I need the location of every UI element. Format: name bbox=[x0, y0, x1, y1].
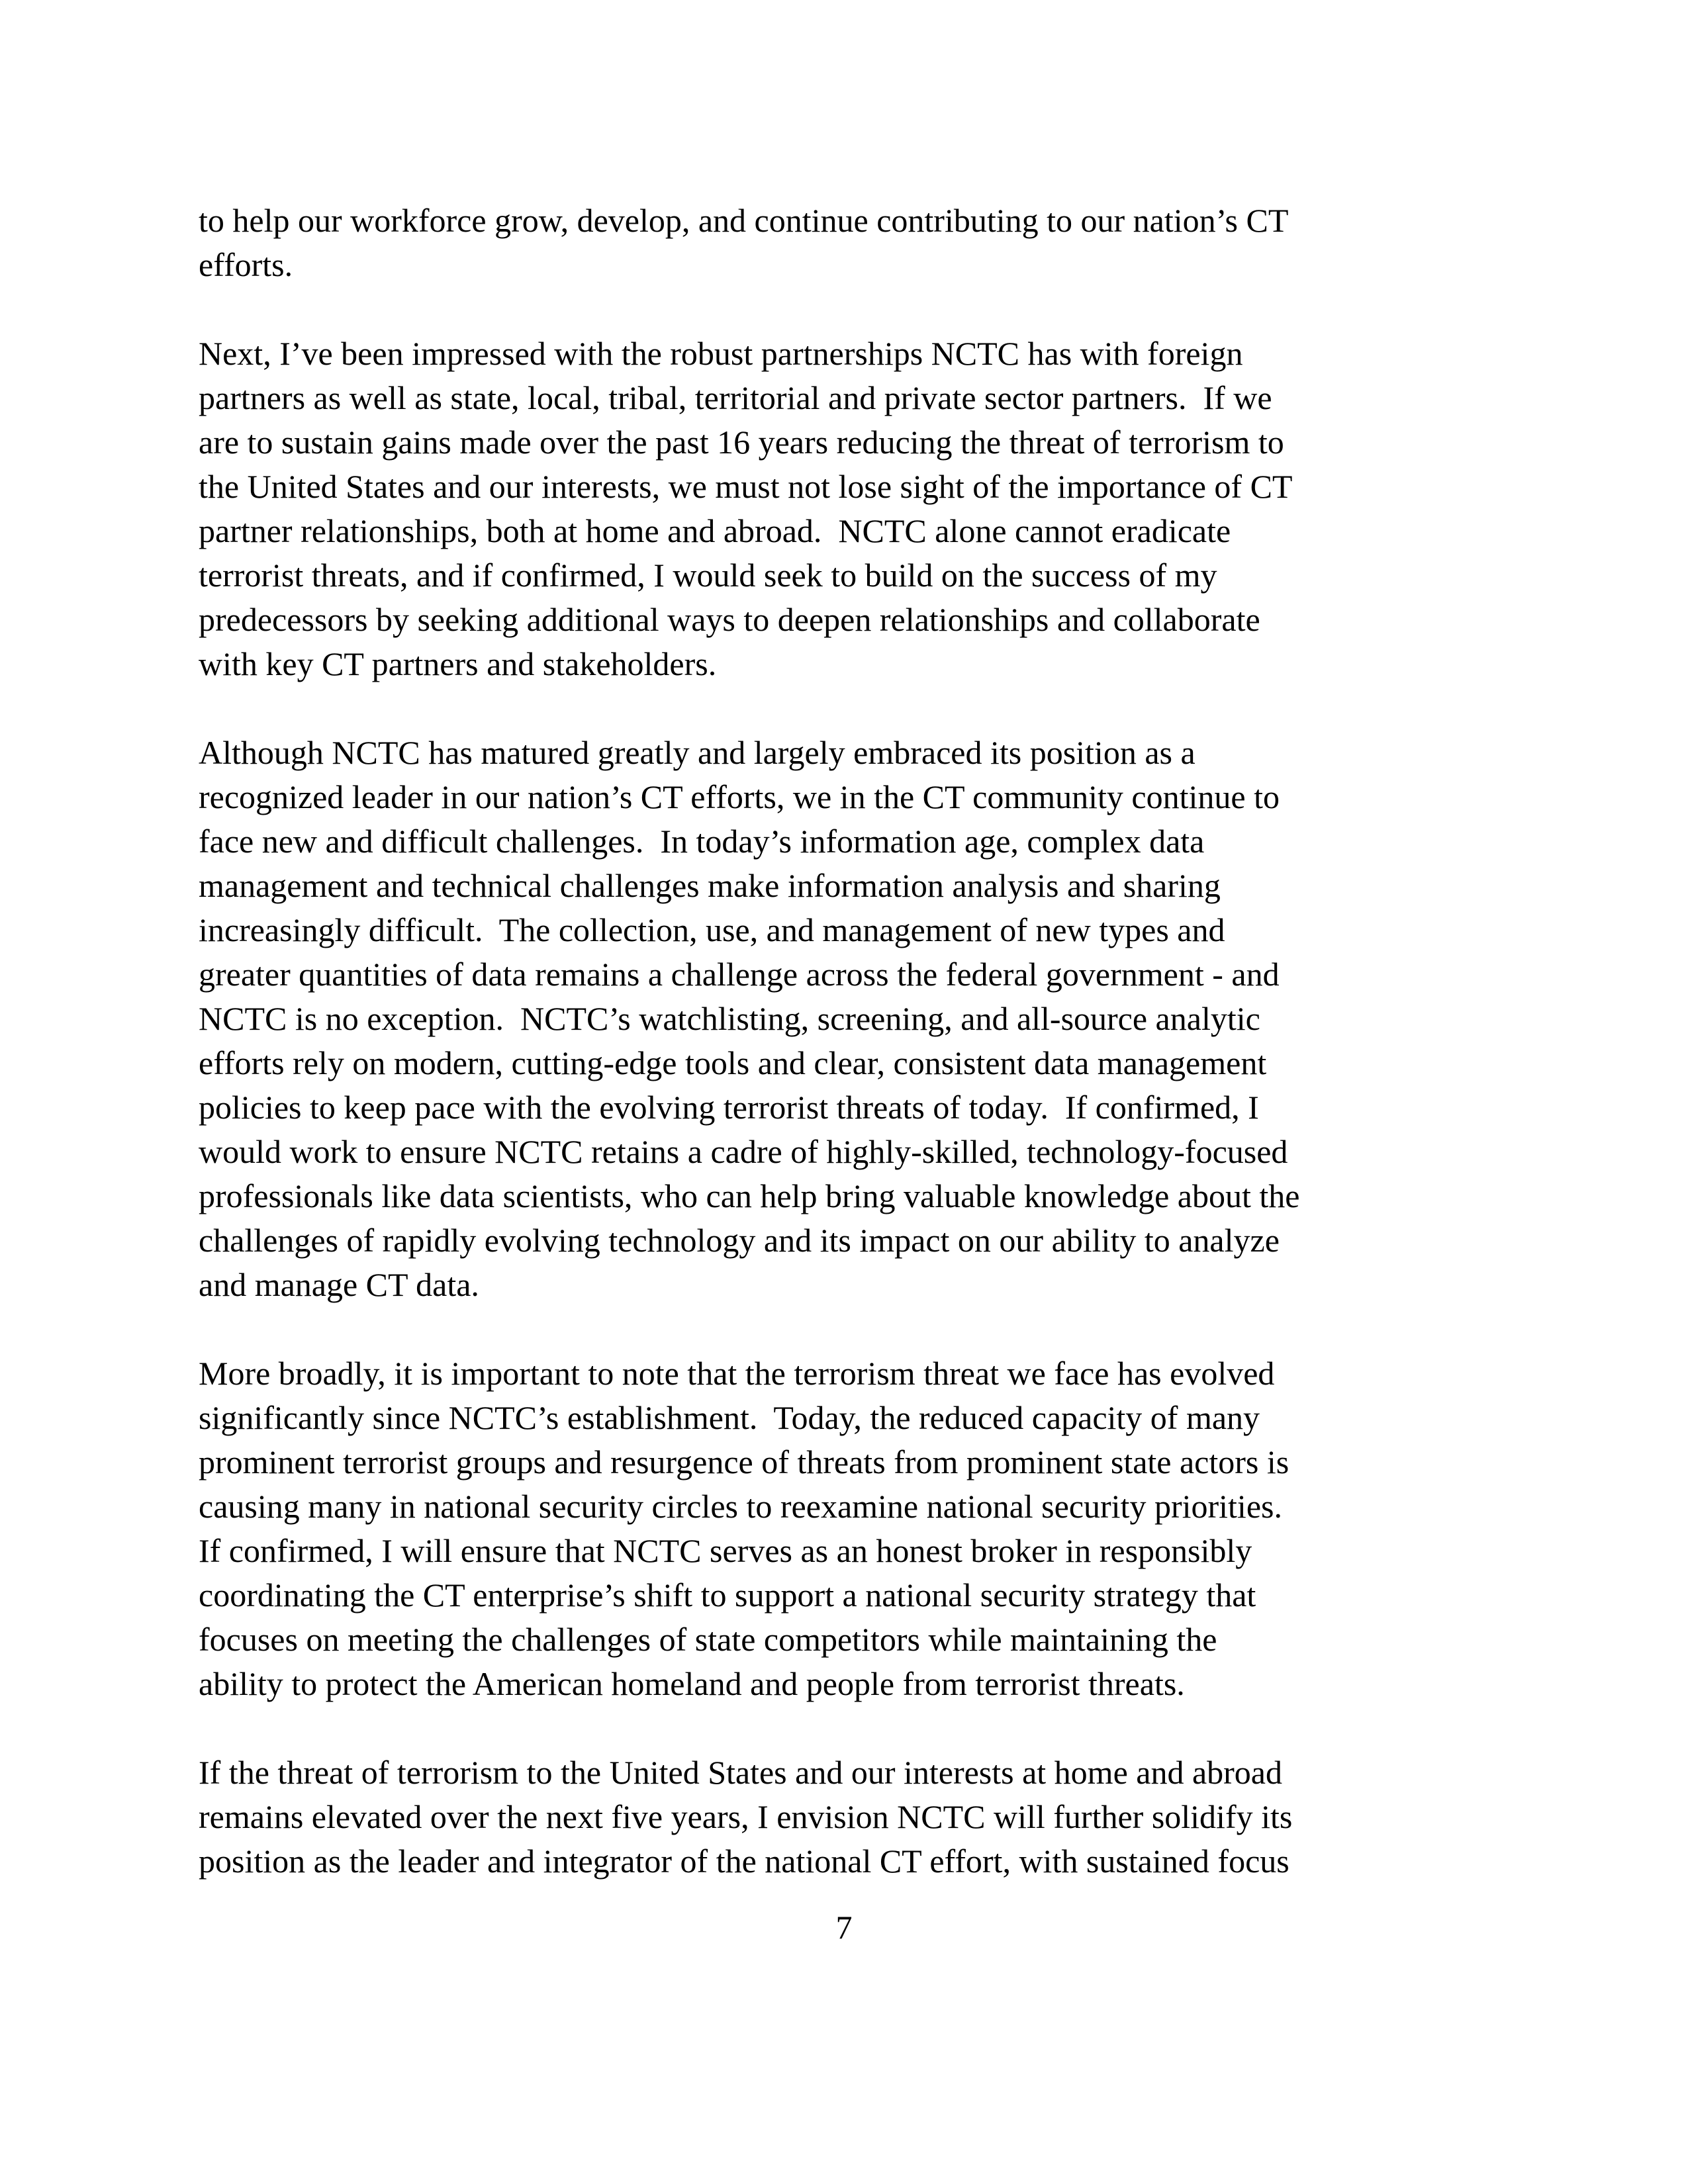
text-line: More broadly, it is important to note that the terrorism threat we face has evolved bbox=[199, 1355, 1275, 1392]
text-line: causing many in national security circles to reexamine national security priorities. bbox=[199, 1488, 1282, 1525]
text-line: with key CT partners and stakeholders. bbox=[199, 645, 717, 682]
text-line: efforts. bbox=[199, 246, 293, 283]
text-line: partner relationships, both at home and abroad. NCTC alone cannot eradicate bbox=[199, 512, 1231, 549]
text-line: greater quantities of data remains a challenge across the federal government - and bbox=[199, 956, 1280, 993]
text-line: significantly since NCTC’s establishment. Today, the reduced capacity of many bbox=[199, 1399, 1260, 1436]
text-line: terrorist threats, and if confirmed, I would seek to build on the success of my bbox=[199, 557, 1217, 594]
page-number: 7 bbox=[835, 1909, 853, 1946]
text-line: Next, I’ve been impressed with the robust partnerships NCTC has with foreign bbox=[199, 335, 1243, 372]
text-line: position as the leader and integrator of the national CT effort, with sustained focus bbox=[199, 1843, 1289, 1880]
text-line: efforts rely on modern, cutting-edge tools and clear, consistent data management bbox=[199, 1044, 1267, 1081]
text-line: coordinating the CT enterprise’s shift to support a national security strategy that bbox=[199, 1576, 1256, 1614]
paragraph-data-challenges bbox=[199, 731, 1509, 1307]
text-line: would work to ensure NCTC retains a cadre of highly-skilled, technology-focused bbox=[199, 1133, 1288, 1170]
text-line: policies to keep pace with the evolving terrorist threats of today. If confirmed, I bbox=[199, 1089, 1259, 1126]
paragraph-workforce-continuation bbox=[199, 199, 1509, 287]
paragraph-evolving-threat bbox=[199, 1351, 1509, 1706]
text-line: If the threat of terrorism to the United States and our interests at home and abroad bbox=[199, 1754, 1282, 1791]
text-line: focuses on meeting the challenges of state competitors while maintaining the bbox=[199, 1621, 1217, 1658]
paragraph-partnerships bbox=[199, 332, 1509, 686]
text-line: Although NCTC has matured greatly and largely embraced its position as a bbox=[199, 734, 1196, 771]
text-line: predecessors by seeking additional ways to deepen relationships and collaborate bbox=[199, 601, 1260, 638]
text-line: are to sustain gains made over the past 16 years reducing the threat of terrorism to bbox=[199, 424, 1284, 461]
text-line: challenges of rapidly evolving technology and its impact on our ability to analyze bbox=[199, 1222, 1280, 1259]
text-line: partners as well as state, local, tribal, territorial and private sector partners. If we bbox=[199, 379, 1272, 416]
paragraph-five-year-vision bbox=[199, 1751, 1509, 1884]
text-line: to help our workforce grow, develop, and continue contributing to our nation’s CT bbox=[199, 202, 1289, 239]
text-line: professionals like data scientists, who can help bring valuable knowledge about the bbox=[199, 1177, 1300, 1214]
text-line: recognized leader in our nation’s CT efforts, we in the CT community continue to bbox=[199, 778, 1280, 815]
body-text bbox=[199, 199, 1509, 1884]
text-line: the United States and our interests, we must not lose sight of the importance of CT bbox=[199, 468, 1293, 505]
text-line: increasingly difficult. The collection, use, and management of new types and bbox=[199, 911, 1225, 948]
text-line: NCTC is no exception. NCTC’s watchlisting, screening, and all-source analytic bbox=[199, 1000, 1260, 1037]
text-line: ability to protect the American homeland and people from terrorist threats. bbox=[199, 1665, 1185, 1702]
text-line: If confirmed, I will ensure that NCTC serves as an honest broker in responsibly bbox=[199, 1532, 1252, 1569]
text-line: remains elevated over the next five years, I envision NCTC will further solidify its bbox=[199, 1798, 1293, 1835]
text-line: and manage CT data. bbox=[199, 1266, 479, 1303]
text-line: prominent terrorist groups and resurgence of threats from prominent state actors is bbox=[199, 1443, 1289, 1480]
text-line: face new and difficult challenges. In today’s information age, complex data bbox=[199, 823, 1205, 860]
text-line: management and technical challenges make information analysis and sharing bbox=[199, 867, 1221, 904]
